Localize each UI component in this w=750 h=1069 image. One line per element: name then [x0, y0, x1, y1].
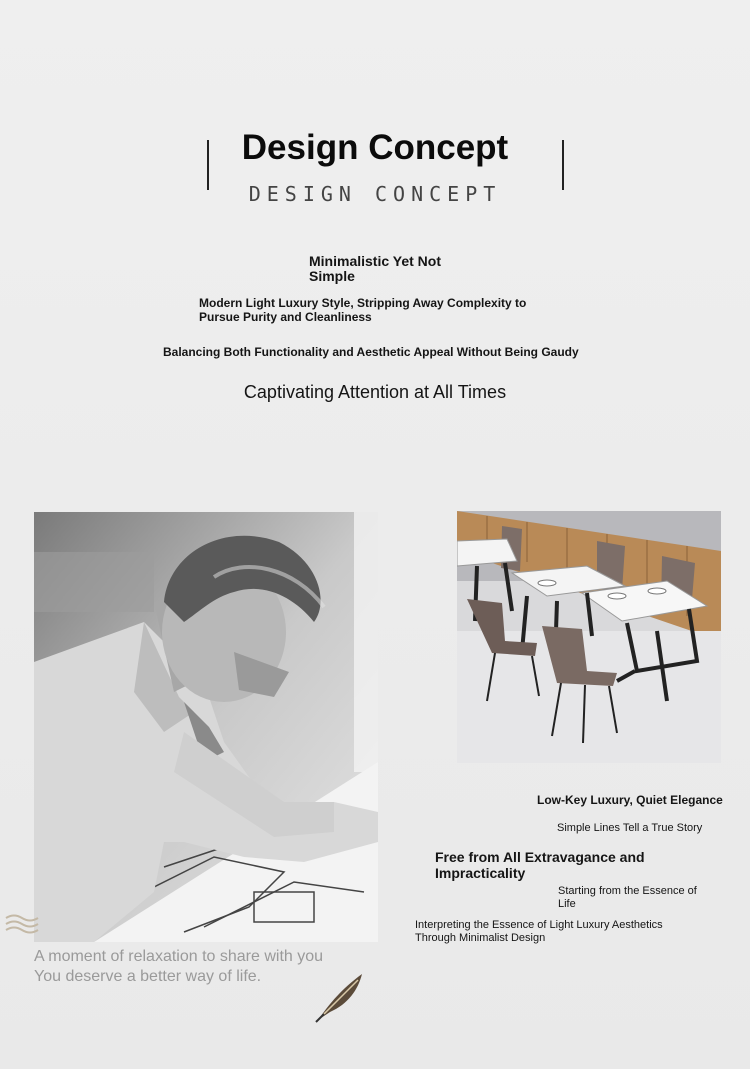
wave-lines-icon: [4, 912, 44, 939]
page-subtitle: DESIGN CONCEPT: [248, 182, 502, 206]
concept-line-1: Minimalistic Yet Not Simple: [309, 253, 441, 284]
feature-text-3: Free from All Extravagance and Impracticality: [435, 849, 645, 881]
feather-quill-icon: [314, 970, 370, 1029]
designer-photo: [34, 512, 378, 942]
concept-line-3: Balancing Both Functionality and Aesthetic Appeal Without Being Gaudy: [163, 345, 579, 359]
feature-text-5: Interpreting the Essence of Light Luxury Aesthetics Through Minimalist Design: [415, 919, 663, 944]
caption-line-2: You deserve a better way of life.: [34, 968, 262, 985]
feature-text-2: Simple Lines Tell a True Story: [557, 822, 703, 834]
concept-line-2: Modern Light Luxury Style, Stripping Away Complexity to Pursue Purity and Cleanliness: [199, 296, 527, 324]
feature-text-1: Low-Key Luxury, Quiet Elegance: [537, 793, 723, 807]
caption-line-1: A moment of relaxation to share with you: [34, 948, 324, 965]
concept-line-4: Captivating Attention at All Times: [243, 382, 507, 402]
dining-tables-photo: [457, 511, 721, 763]
feature-text-4: Starting from the Essence of Life: [558, 885, 697, 910]
page-title: Design Concept: [241, 128, 509, 167]
